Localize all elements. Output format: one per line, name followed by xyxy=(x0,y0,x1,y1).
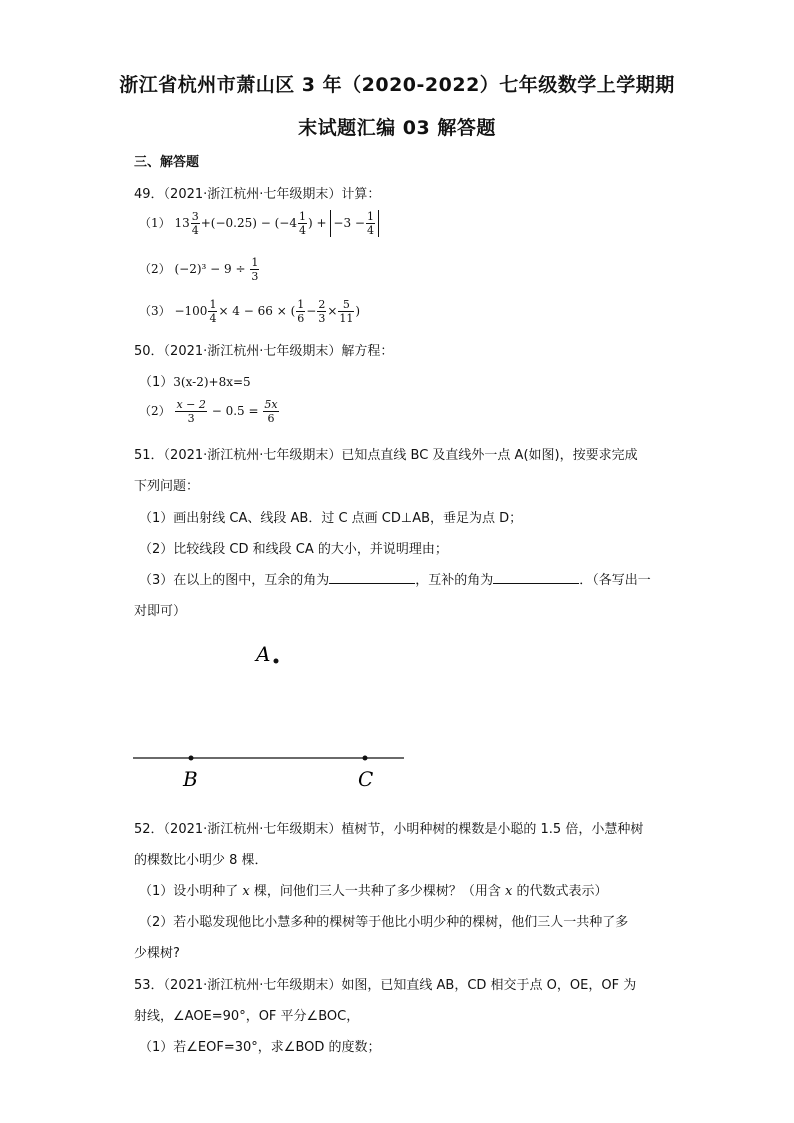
q49-part3-text5: ) xyxy=(355,304,361,318)
frac-den: 4 xyxy=(299,224,306,237)
q50-part2-label: （2） xyxy=(139,404,171,418)
frac-num: 1 xyxy=(297,298,305,311)
q53-part1: （1）若∠EOF=30°，求∠BOD 的度数； xyxy=(139,1040,381,1055)
section-heading: 三、解答题 xyxy=(134,155,200,170)
point-a-label: A xyxy=(256,642,271,666)
q51-part2: （2）比较线段 CD 和线段 CA 的大小，并说明理由； xyxy=(139,542,448,557)
frac-den: 3 xyxy=(251,270,259,283)
point-c-label: C xyxy=(358,767,374,791)
q52-part1 xyxy=(139,880,608,899)
q51-part3-text1: （3）在以上的图中，互余的角为 xyxy=(139,573,330,588)
frac-den: 4 xyxy=(209,312,217,325)
q52-variable-x: x xyxy=(505,884,513,899)
frac-num: 2 xyxy=(318,298,326,311)
q51-stem-line2: 下列问题： xyxy=(134,479,200,494)
q52-stem-line2: 的棵数比小明少 8 棵． xyxy=(134,853,268,868)
q49-part2-label: （2） xyxy=(139,262,171,276)
q49-part1-text2: ) + xyxy=(308,216,327,230)
frac-num: 5 xyxy=(338,298,354,312)
q52-part2-line1: （2）若小聪发现他比小慧多种的棵树等于他比小明少种的棵树，他们三人一共种了多 xyxy=(139,915,629,930)
frac-den: 4 xyxy=(191,224,199,237)
frac-den: 3 xyxy=(318,312,326,325)
q50-stem: 50．（2021·浙江杭州·七年级期末）解方程： xyxy=(134,344,394,359)
q49-part1-whole1: 13 xyxy=(174,216,190,230)
q52-part2-line2: 少棵树? xyxy=(134,946,180,961)
q49-part1-text1: +(−0.25) − (−4 xyxy=(200,216,297,230)
frac-num: 1 xyxy=(299,210,306,223)
q51-part3-continued: 对即可） xyxy=(134,604,187,619)
q51-part3-text3: ．（各写出一 xyxy=(579,573,651,588)
frac-num: 3 xyxy=(191,210,199,223)
q50-part1-equation: 3(x-2)+8x=5 xyxy=(173,375,251,389)
q52-stem-line1: 52．（2021·浙江杭州·七年级期末）植树节，小明种树的棵数是小聪的 1.5 倍，小慧种树 xyxy=(134,822,644,837)
q49-stem: 49．（2021·浙江杭州·七年级期末）计算： xyxy=(134,187,381,202)
frac-num: x − 2 xyxy=(176,398,206,411)
q49-part3-text4: × xyxy=(327,304,338,318)
frac-den: 3 xyxy=(187,412,195,425)
q49-part3-text3: − xyxy=(306,304,317,318)
frac-den: 6 xyxy=(267,412,275,425)
q50-part2-middle: − 0.5 = xyxy=(211,404,259,418)
document-title-line1: 浙江省杭州市萧山区 3 年（2020-2022）七年级数学上学期期 xyxy=(119,74,675,96)
frac-den: 4 xyxy=(366,224,374,237)
frac-den: 6 xyxy=(297,312,305,325)
q52-part1-text3: 的代数式表示） xyxy=(512,884,608,899)
point-b-label: B xyxy=(183,767,198,791)
q52-part1-text1: （1）设小明种了 xyxy=(139,884,243,899)
point-c-dot xyxy=(363,756,368,761)
q52-variable-x: x xyxy=(242,884,250,899)
q53-stem-line1: 53．（2021·浙江杭州·七年级期末）如图，已知直线 AB，CD 相交于点 O，OE，OF 为 xyxy=(134,978,637,993)
frac-num: 1 xyxy=(366,210,374,223)
point-b-dot xyxy=(189,756,194,761)
q51-stem-line1: 51．（2021·浙江杭州·七年级期末）已知点直线 BC 及直线外一点 A(如图)，按要求完成 xyxy=(134,448,638,463)
q49-part1-label: （1） xyxy=(139,216,171,230)
q49-part3-text2: × 4 − 66 × ( xyxy=(218,304,296,318)
q51-part1: （1）画出射线 CA、线段 AB．过 C 点画 CD⊥AB，垂足为点 D； xyxy=(139,511,523,526)
q53-stem-line2: 射线，∠AOE=90°，OF 平分∠BOC， xyxy=(134,1009,360,1024)
q49-part3-label: （3） xyxy=(139,304,171,318)
q52-part1-text2: 棵，问他们三人一共种了多少棵树？（用含 xyxy=(249,884,506,899)
point-a-dot xyxy=(274,659,279,664)
q49-part3-text1: −100 xyxy=(174,304,208,318)
frac-den: 11 xyxy=(339,312,354,325)
frac-num: 1 xyxy=(251,256,259,269)
q50-part1-label: （1） xyxy=(139,375,174,390)
frac-num: 1 xyxy=(209,298,217,311)
abs-text: −3 − xyxy=(333,216,365,230)
q49-part2-text: (−2)³ − 9 ÷ xyxy=(174,262,246,276)
frac-num: 5x xyxy=(264,398,278,411)
document-title-line2: 末试题汇编 03 解答题 xyxy=(298,117,496,139)
q51-part3-text2: ，互补的角为 xyxy=(415,573,494,588)
